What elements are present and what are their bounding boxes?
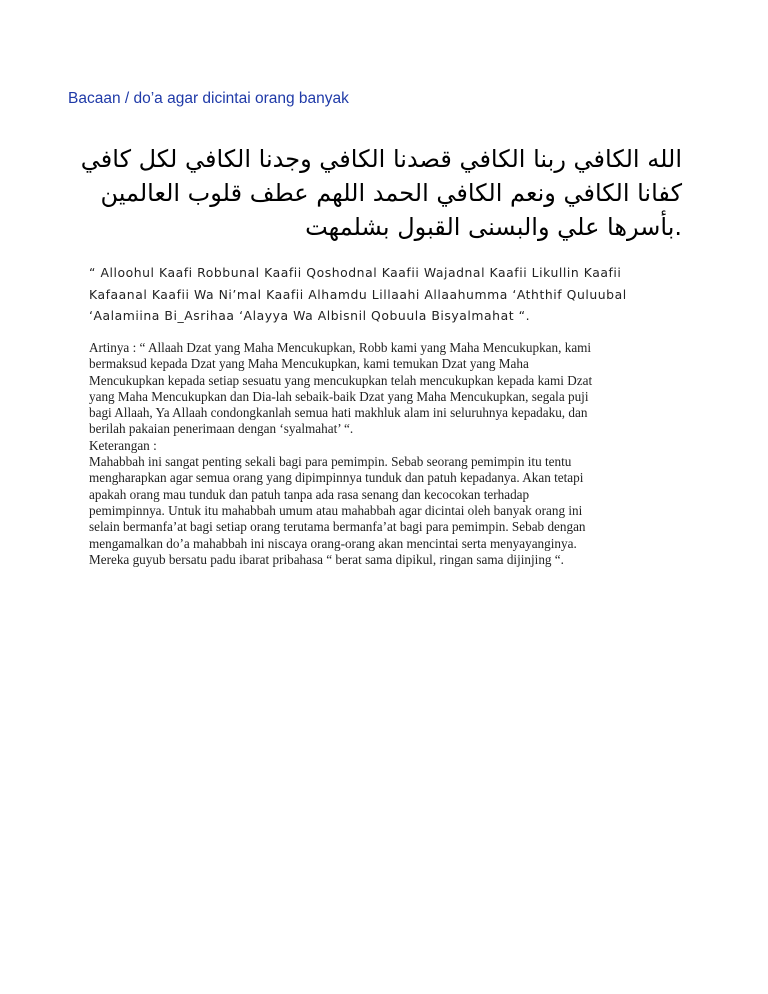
transliteration-line: “ Alloohul Kaafi Robbunal Kaafii Qoshodnal Kaafii Wajadnal Kaafii Likullin Kaafii bbox=[89, 265, 622, 280]
translation-line: Artinya : “ Allaah Dzat yang Maha Mencukupkan, Robb kami yang Maha Mencukupkan, kami bbox=[89, 340, 592, 355]
translation-line: Mencukupkan kepada setiap sesuatu yang mencukupkan telah mencukupkan kepada kami Dzat bbox=[89, 372, 593, 388]
transliteration-line: Kafaanal Kaafii Wa Ni’mal Kaafii Alhamdu Lillaahi Allaahumma ‘Aththif Quluubal bbox=[89, 286, 627, 302]
keterangan-label: Keterangan : bbox=[89, 437, 157, 453]
transliteration-line: ‘Aalamiina Bi_Asrihaa ‘Alayya Wa Albisnil Qobuula Bisyalmahat “. bbox=[89, 308, 531, 323]
arabic-line: .بأسرها علي والبسنى القبول بشلمهت bbox=[305, 213, 682, 241]
keterangan-line: pemimpinnya. Untuk itu mahabbah umum atau mahabbah agar dicintai oleh banyak orang ini bbox=[89, 502, 583, 518]
arabic-line: كفانا الكافي ونعم الكافي الحمد اللهم عطف قلوب العالمين bbox=[100, 179, 682, 207]
keterangan-line: mengharapkan agar semua orang yang dipimpinnya tunduk dan patuh kepadanya. Akan tetapi bbox=[89, 470, 584, 486]
keterangan-line: selain bermanfa’at bagi setiap orang terutama bermanfa’at bagi para pemimpin. Sebab dengan bbox=[89, 519, 586, 535]
keterangan-line: Mereka guyub bersatu padu ibarat pribahasa “ berat sama dipikul, ringan sama dijinjing “. bbox=[89, 551, 564, 567]
translation-line: berilah pakaian penerimaan dengan ‘syalmahat’ “. bbox=[89, 421, 354, 437]
arabic-prayer bbox=[80, 142, 682, 244]
translation-line: yang Maha Mencukupkan dan Dia-lah sebaik-baik Dzat yang Maha Mencukupkan, segala puji bbox=[89, 388, 589, 404]
translation-line: bagi Allaah, Ya Allaah condongkanlah semua hati makhluk alam ini seluruhnya kepadaku, dan bbox=[89, 405, 588, 421]
translation-line: bermaksud kepada Dzat yang Maha Mencukupkan, kami temukan Dzat yang Maha bbox=[89, 356, 529, 372]
keterangan-line: apakah orang mau tunduk dan patuh tanpa ada rasa senang dan kecocokan terhadap bbox=[89, 486, 530, 502]
document-title: Bacaan / do’a agar dicintai orang banyak bbox=[68, 90, 349, 107]
body-text bbox=[89, 340, 689, 568]
keterangan-line: Mahabbah ini sangat penting sekali bagi para pemimpin. Sebab seorang pemimpin itu tentu bbox=[89, 454, 572, 470]
arabic-line: الله الكافي ربنا الكافي قصدنا الكافي وجدنا الكافي لكل كافي bbox=[80, 145, 682, 173]
transliteration bbox=[89, 262, 689, 327]
keterangan-line: mengamalkan do’a mahabbah ini niscaya orang-orang akan mencintai serta menyayanginya. bbox=[89, 535, 577, 551]
